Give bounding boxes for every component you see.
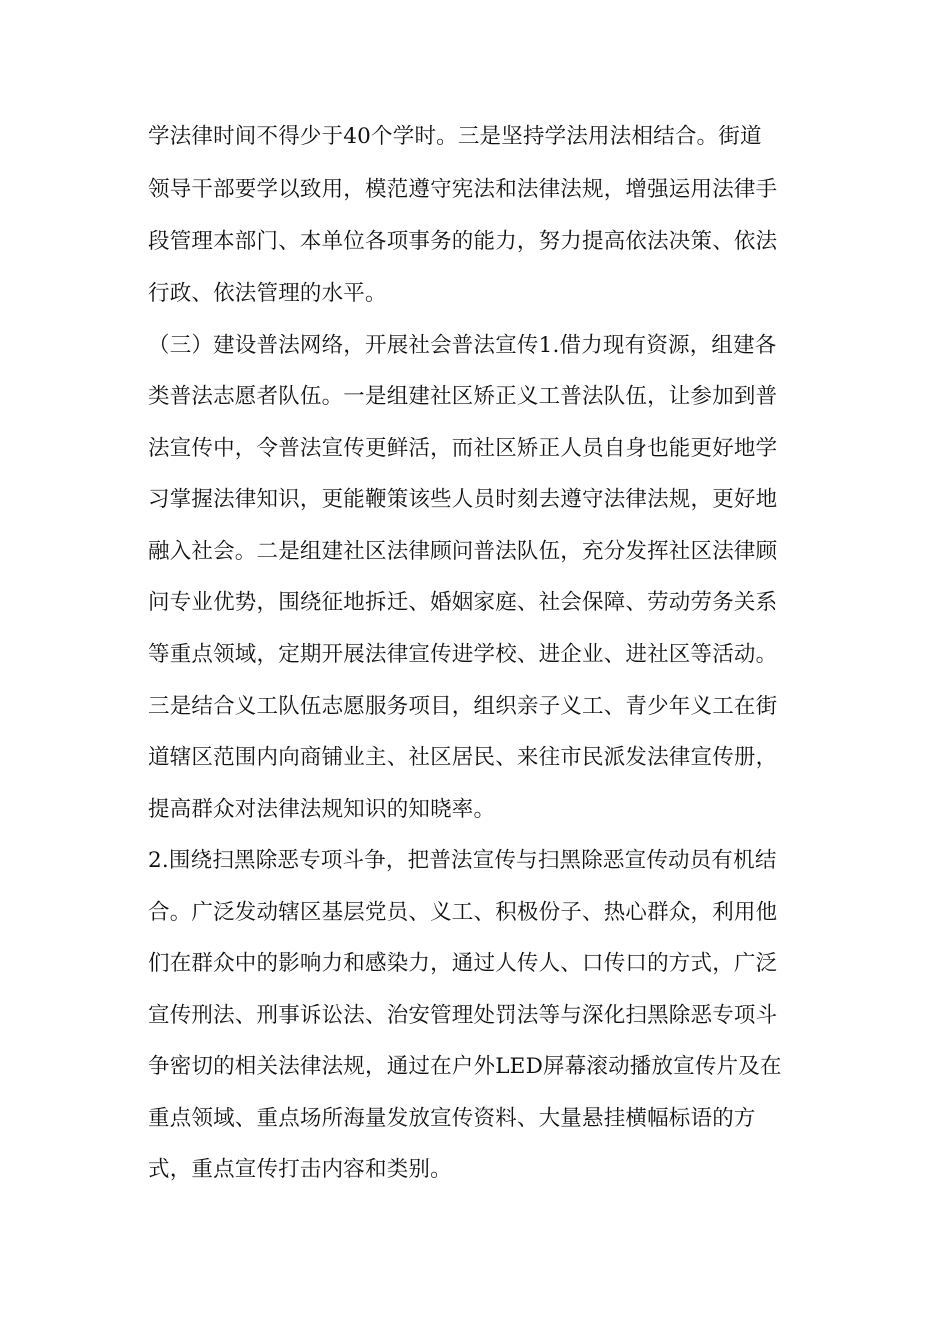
text-line: 融入社会。二是组建社区法律顾问普法队伍，充分发挥社区法律顾 — [148, 539, 778, 564]
text-line: 段管理本部门、本单位各项事务的能力，努力提高依法决策、依法 — [148, 229, 778, 254]
text-line: 问专业优势，围绕征地拆迁、婚姻家庭、社会保障、劳动劳务关系 — [148, 590, 778, 615]
text-line: 合。广泛发动辖区基层党员、义工、积极份子、热心群众，利用他 — [148, 900, 778, 925]
text-line: 三是结合义工队伍志愿服务项目，组织亲子义工、青少年义工在街 — [148, 694, 778, 719]
text-line: 重点领域、重点场所海量发放宣传资料、大量悬挂横幅标语的方 — [148, 1106, 756, 1131]
text-line: 法宣传中，令普法宣传更鲜活，而社区矫正人员自身也能更好地学 — [148, 436, 778, 461]
text-line: 类普法志愿者队伍。一是组建社区矫正义工普法队伍，让参加到普 — [148, 384, 778, 409]
section-heading-line: （三）建设普法网络，开展社会普法宣传1.借力现有资源，组建各 — [148, 333, 777, 358]
text-line: 提高群众对法律法规知识的知晓率。 — [148, 797, 496, 822]
text-line: 习掌握法律知识，更能鞭策该些人员时刻去遵守法律法规，更好地 — [148, 487, 778, 512]
text-line: 式，重点宣传打击内容和类别。 — [148, 1157, 452, 1182]
text-line: 领导干部要学以致用，模范遵守宪法和法律法规，增强运用法律手 — [148, 177, 778, 202]
text-line: 学法律时间不得少于40个学时。三是坚持学法用法相结合。街道 — [148, 124, 762, 149]
numbered-item-line: 2.围绕扫黑除恶专项斗争，把普法宣传与扫黑除恶宣传动员有机结 — [148, 848, 777, 873]
text-line: 道辖区范围内向商铺业主、社区居民、来往市民派发法律宣传册， — [148, 745, 778, 770]
text-line: 们在群众中的影响力和感染力，通过人传人、口传口的方式，广泛 — [148, 951, 778, 976]
text-line: 等重点领域，定期开展法律宣传进学校、进企业、进社区等活动。 — [148, 642, 778, 667]
text-line: 行政、依法管理的水平。 — [148, 281, 387, 306]
text-line: 争密切的相关法律法规，通过在户外LED屏幕滚动播放宣传片及在 — [148, 1054, 782, 1079]
text-line: 宣传刑法、刑事诉讼法、治安管理处罚法等与深化扫黑除恶专项斗 — [148, 1003, 778, 1028]
